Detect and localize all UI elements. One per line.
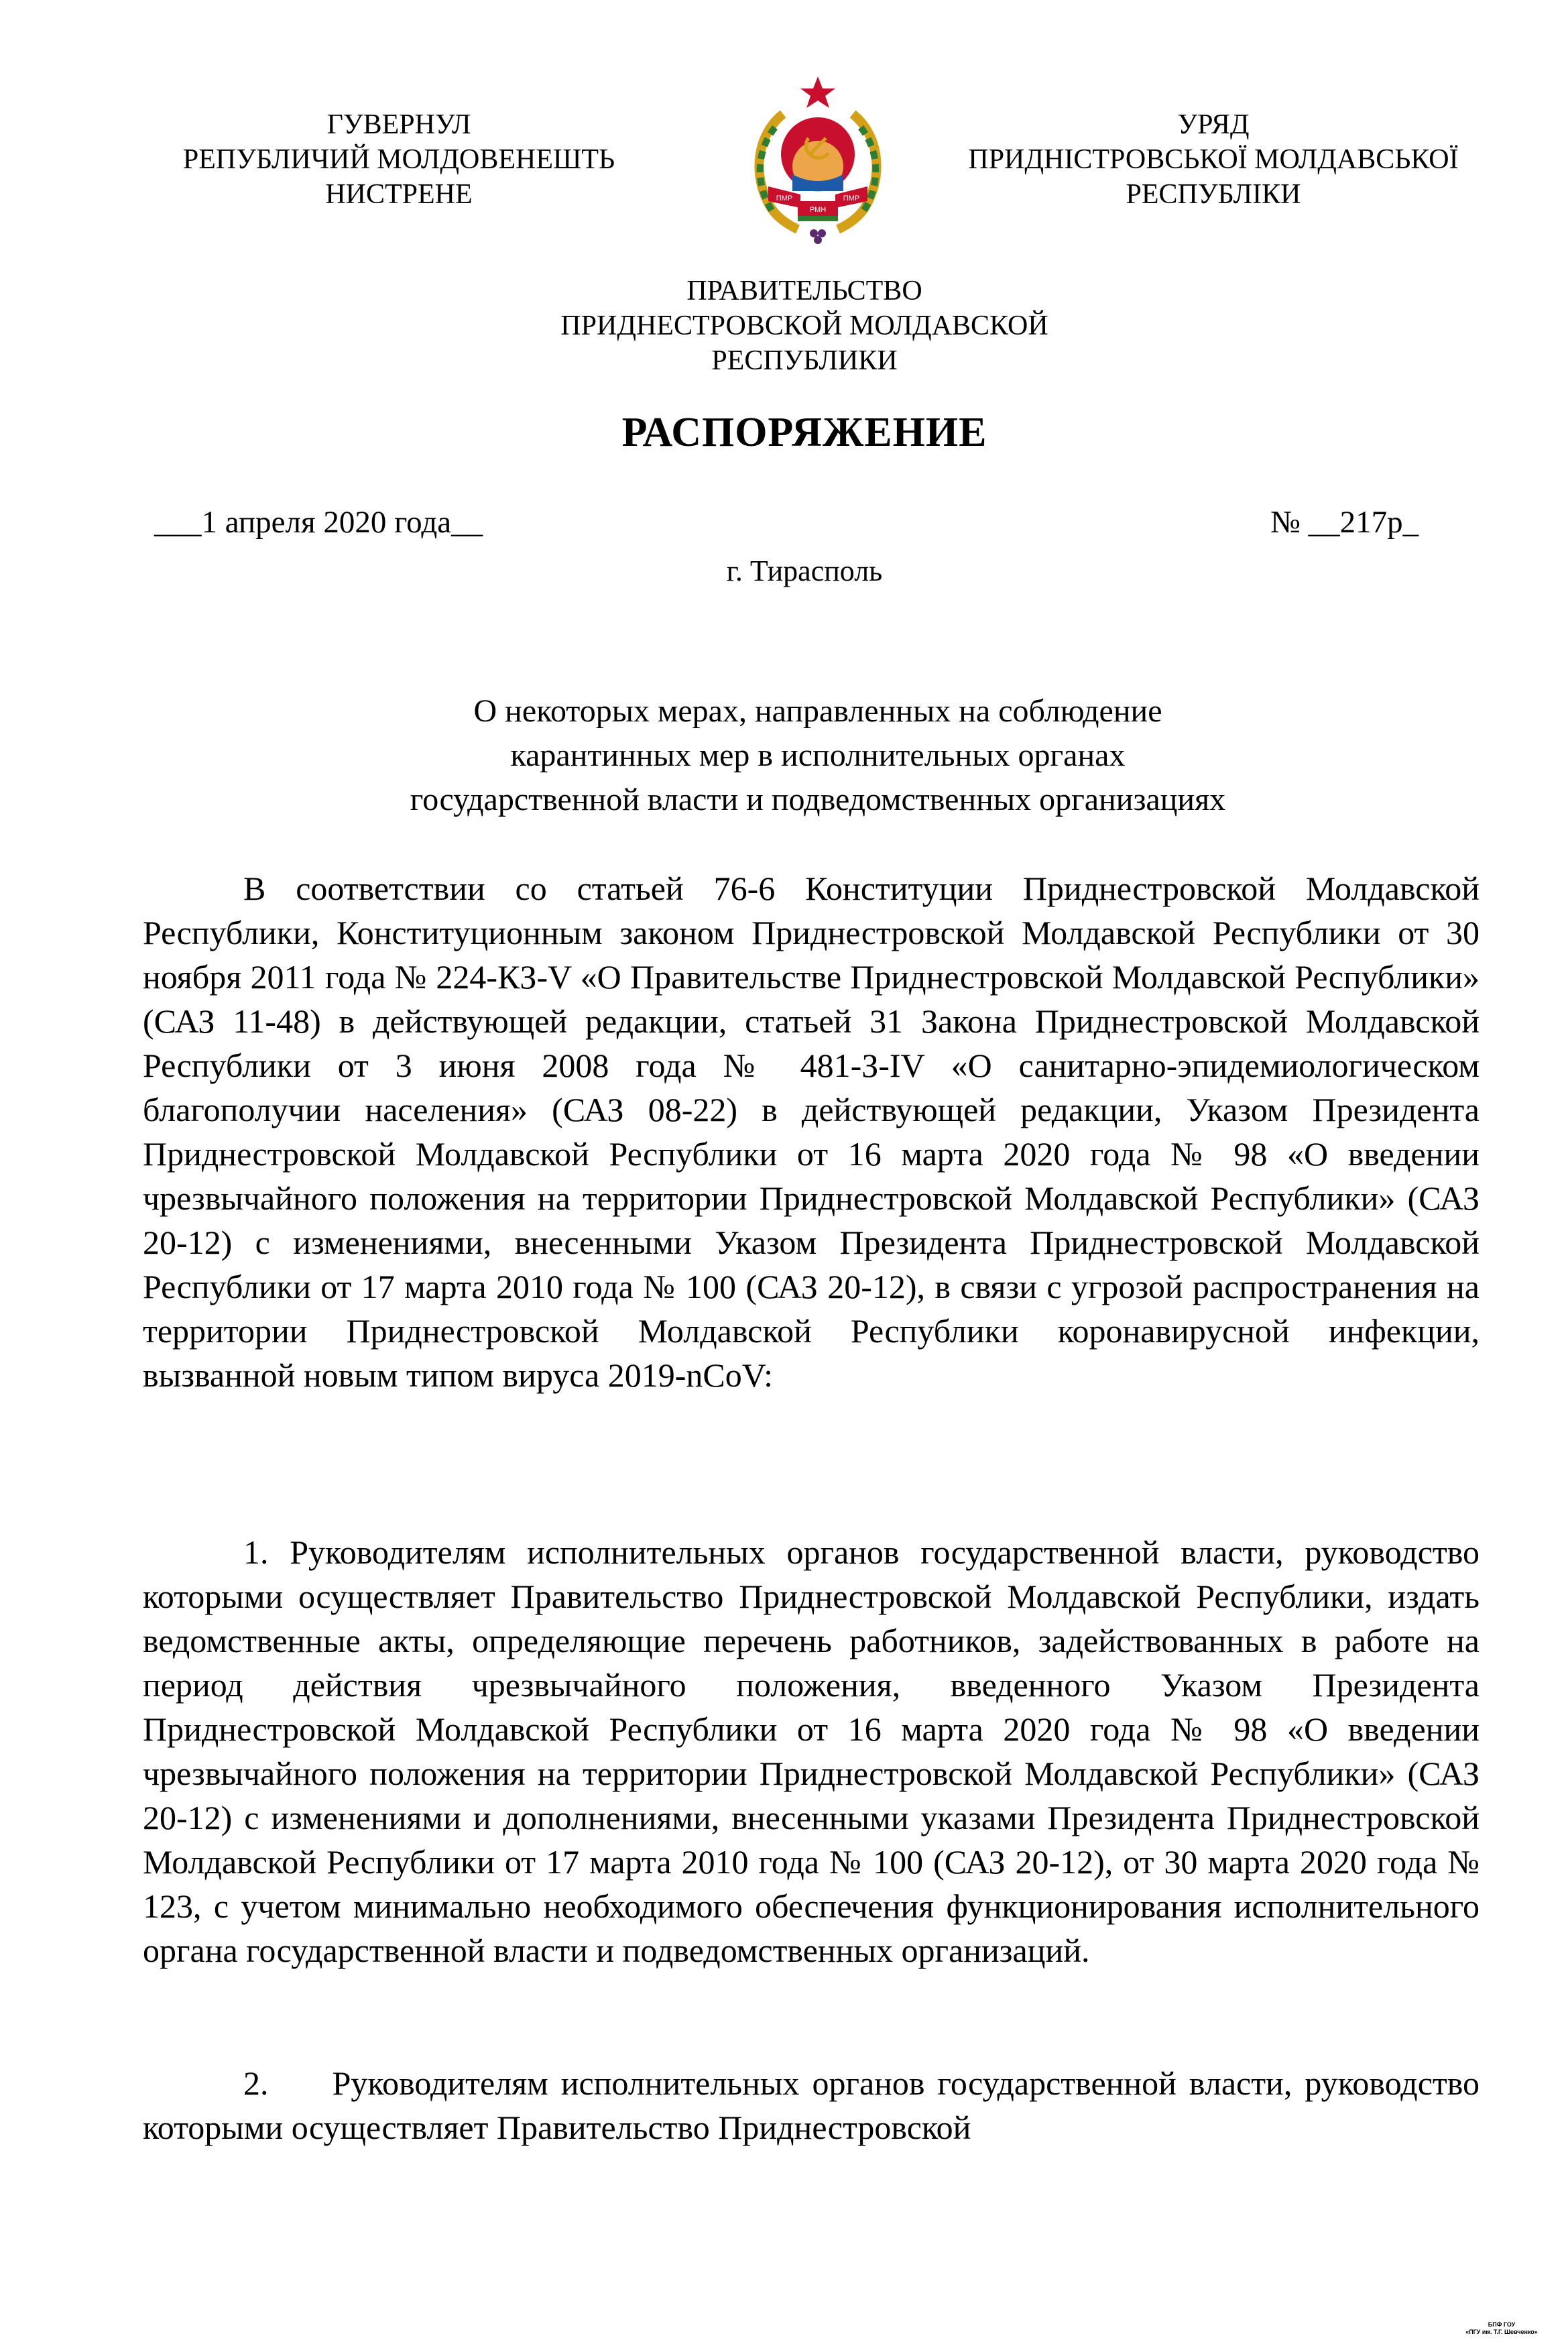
document-city: г. Тирасполь [726,554,883,587]
document-title: РАСПОРЯЖЕНИЕ [621,410,987,455]
emblem-ribbon-left: ПМР [776,194,793,202]
subject-line-2: карантинных мер в исполнительных органах [510,738,1126,773]
coat-of-arms-emblem [731,74,905,248]
header-ukrainian [949,107,1478,212]
stamp-line-1: БПФ ГОУ [1488,2321,1516,2328]
header-russian-line-2: ПРИДНЕСТРОВСКОЙ МОЛДАВСКОЙ [560,310,1048,341]
subject-line-1: О некоторых мерах, направленных на соблюдение [473,693,1162,729]
item-2-paragraph: 2. Руководителям исполнительных органов государственной власти, руководство которыми осуществляет Правительство Приднестровской [143,2064,1480,2146]
document-date: ___1 апреля 2020 года__ [154,505,483,540]
header-moldovan-line-3: НИСТРЕНЕ [325,179,473,210]
emblem-ribbon-center: РМН [809,206,827,214]
subject-line-3: государственной власти и подведомственных организациях [410,782,1226,817]
document-subject [201,689,1435,822]
header-moldovan-line-1: ГУВЕРНУЛ [326,109,471,140]
header-ukrainian-line-3: РЕСПУБЛІКИ [1126,179,1301,210]
library-stamp [1451,2321,1552,2336]
header-ukrainian-line-2: ПРИДНІСТРОВСЬКОЇ МОЛДАВСЬКОЇ [968,144,1459,175]
preamble-paragraph: В соответствии со статьей 76-6 Конституции Приднестровской Молдавской Республики, Конституционным законом Приднестровской Молдавской Республики от 30 ноября 2011 года № 224-КЗ-V «О Правительстве Приднестровской Молдавской Республики» (САЗ 11-48) в действующей редакции, статьей 31 Закона Приднестровской Молдавской Республики от 3 июня 2008 года № 481-З-IV «О санитарно-эпидемиологическом благополучии населения» (САЗ 08-22) в действующей редакции, Указом Президента Приднестровской Молдавской Республики от 16 марта 2020 года № 98 «О введении чрезвычайного положения на территории Приднестровской Молдавской Республики» (САЗ 20-12) с изменениями, внесенными Указом Президента Приднестровской Молдавской Республики от 17 марта 2010 года № 100 (САЗ 20-12), в связи с угрозой распространения на территории Приднестровской Молдавской Республики коронавирусной инфекции, вызванной новым типом вируса 2019-nCoV: [143,870,1480,1394]
emblem-ribbon-right: ПМР [843,194,860,202]
header-russian-line-3: РЕСПУБЛИКИ [711,345,898,376]
item-1-paragraph: 1. Руководителям исполнительных органов государственной власти, руководство которыми осуществляет Правительство Приднестровской Молдавской Республики, издать ведомственные акты, определяющие перечень работников, задействованных в работе на период действия чрезвычайного положения, введенного Указом Президента Приднестровской Молдавской Республики от 16 марта 2020 года № 98 «О введении чрезвычайного положения на территории Приднестровской Молдавской Республики» (САЗ 20-12) с изменениями и дополнениями, внесенными указами Президента Приднестровской Молдавской Республики от 17 марта 2010 года № 100 (САЗ 20-12), от 30 марта 2020 года № 123, с учетом минимально необходимого обеспечения функционирования исполнительного органа государственной власти и подведомственных организаций. [143,1533,1480,1969]
document-number: № __217р_ [1270,505,1419,540]
header-ukrainian-line-1: УРЯД [1177,109,1250,140]
header-russian [469,274,1140,378]
header-moldovan-line-2: РЕПУБЛИЧИЙ МОЛДОВЕНЕШТЬ [182,144,615,175]
header-russian-line-1: ПРАВИТЕЛЬСТВО [686,276,922,306]
stamp-line-2: «ПГУ им. Т.Г. Шевченко» [1465,2329,1538,2335]
header-moldovan [154,107,644,212]
